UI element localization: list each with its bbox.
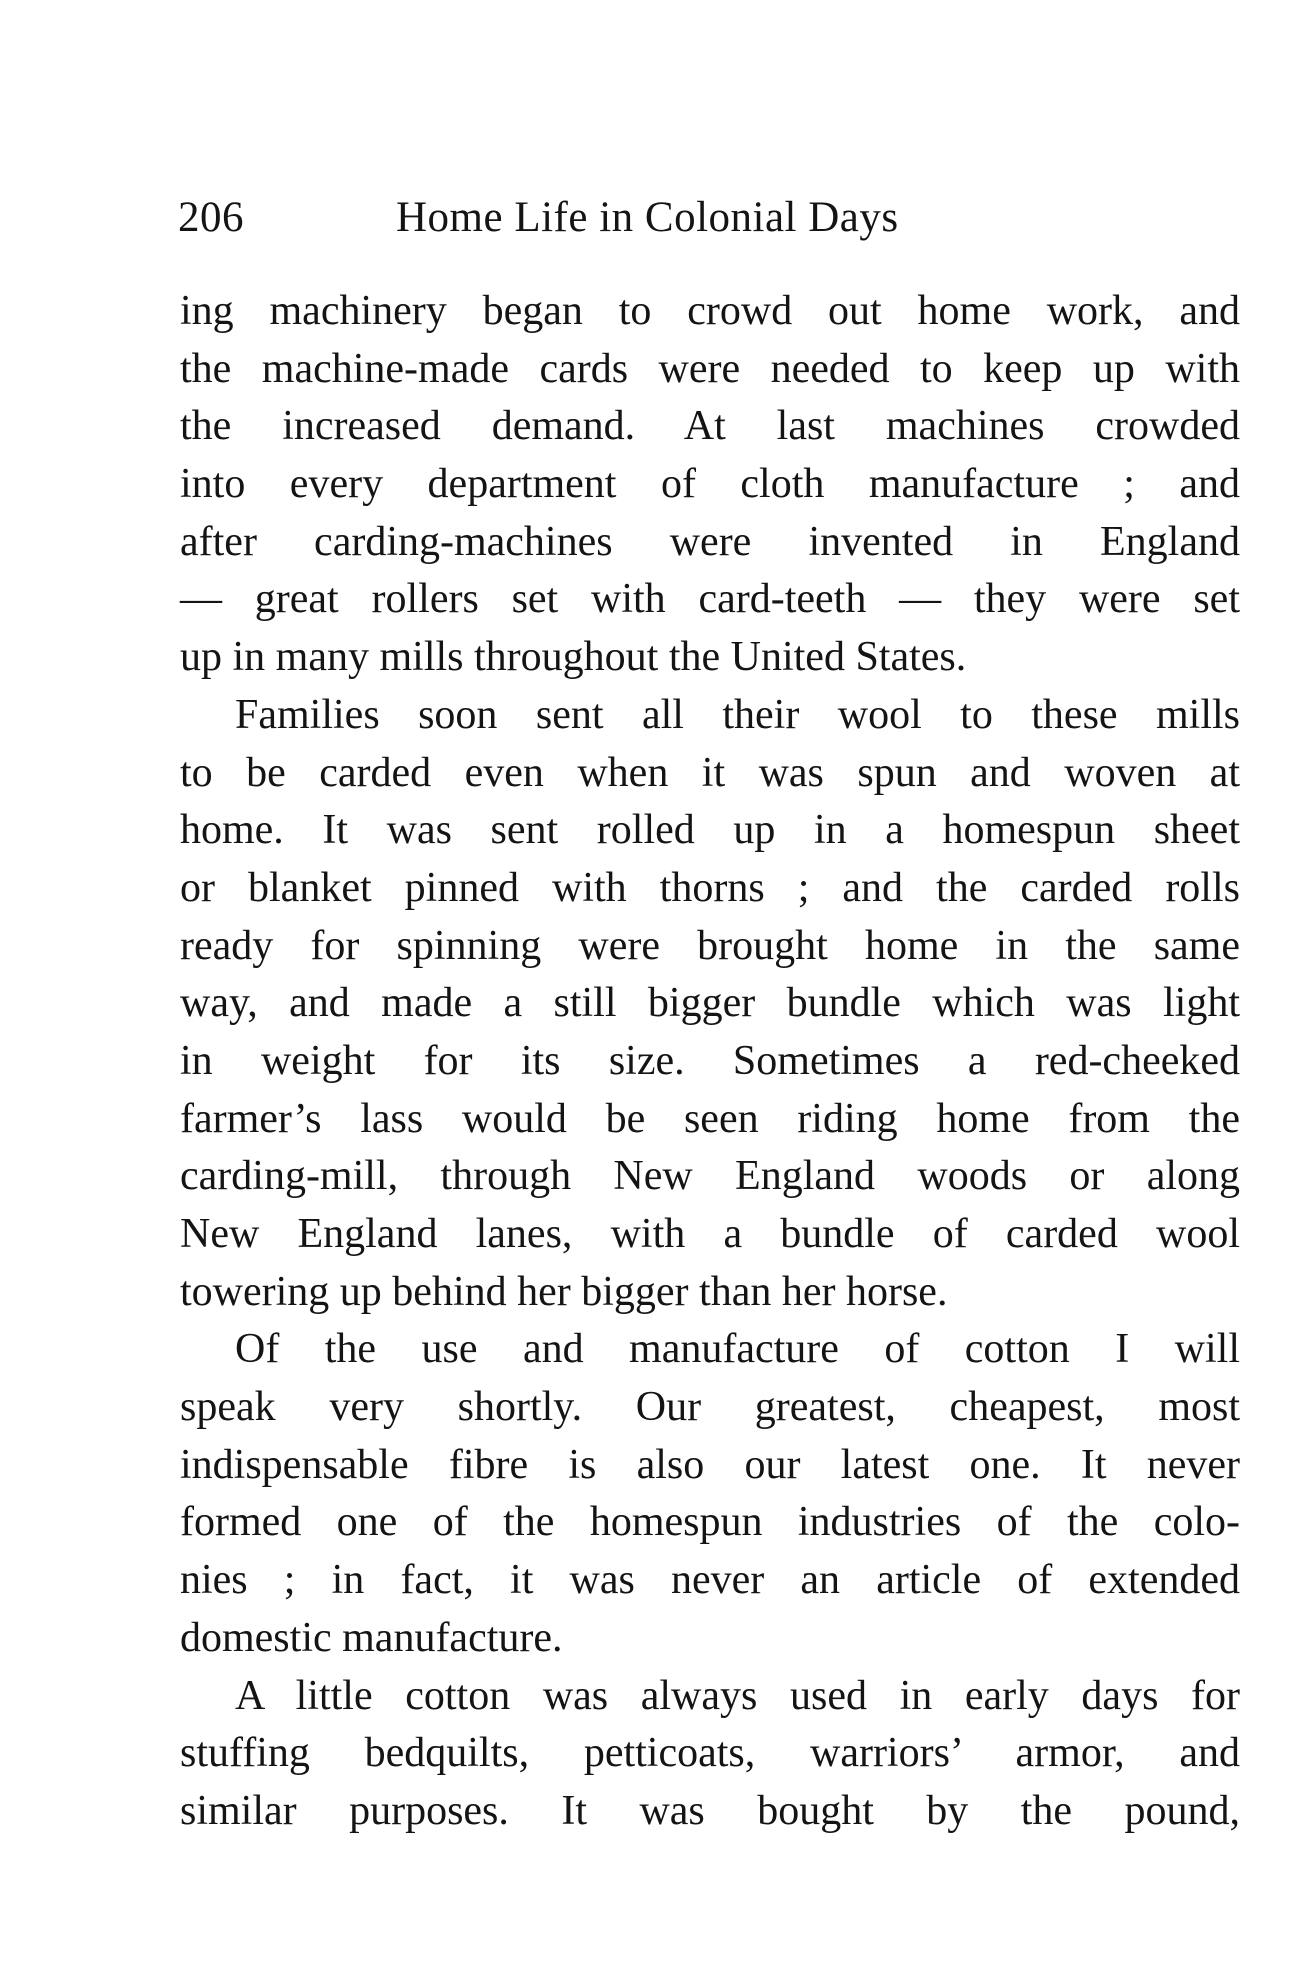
text-line: indispensable fibre is also our latest one. It never bbox=[180, 1441, 1240, 1488]
text-line: — great rollers set with card-teeth — they were set bbox=[180, 576, 1240, 623]
text-line: New England lanes, with a bundle of carded wool bbox=[180, 1211, 1240, 1257]
text-line: in weight for its size. Sometimes a red-cheeked bbox=[180, 1037, 1240, 1084]
text-line: or blanket pinned with thorns ; and the carded rolls bbox=[180, 864, 1240, 911]
text-line: the increased demand. At last machines crowded bbox=[180, 403, 1240, 450]
text-line: ing machinery began to crowd out home work, and bbox=[180, 288, 1240, 334]
text-line: formed one of the homespun industries of the colo- bbox=[180, 1499, 1240, 1546]
text-line: similar purposes. It was bought by the pound, bbox=[180, 1787, 1240, 1834]
text-line: into every department of cloth manufacture ; and bbox=[180, 461, 1240, 508]
text-line: towering up behind her bigger than her horse. bbox=[180, 1268, 948, 1315]
text-line: after carding-machines were invented in England bbox=[180, 518, 1240, 565]
text-line: ready for spinning were brought home in the same bbox=[180, 922, 1240, 969]
text-line: the machine-made cards were needed to keep up with bbox=[180, 345, 1240, 392]
text-line: home. It was sent rolled up in a homespun sheet bbox=[180, 807, 1240, 854]
running-title: Home Life in Colonial Days bbox=[396, 194, 899, 241]
text-line: way, and made a still bigger bundle which was light bbox=[180, 980, 1240, 1027]
body-text bbox=[180, 283, 1250, 1841]
page-number: 206 bbox=[178, 194, 244, 241]
text-line: domestic manufacture. bbox=[180, 1614, 563, 1661]
text-line: carding-mill, through New England woods or along bbox=[180, 1153, 1240, 1200]
text-line: to be carded even when it was spun and woven at bbox=[180, 749, 1240, 796]
text-line: farmer’s lass would be seen riding home from the bbox=[180, 1095, 1240, 1142]
text-line: Families soon sent all their wool to these mills bbox=[235, 691, 1240, 738]
running-head bbox=[178, 188, 1028, 248]
text-line: Of the use and manufacture of cotton I will bbox=[235, 1326, 1240, 1373]
text-line: up in many mills throughout the United States. bbox=[180, 634, 967, 681]
text-line: speak very shortly. Our greatest, cheapest, most bbox=[180, 1384, 1240, 1431]
text-line: stuffing bedquilts, petticoats, warriors’ armor, and bbox=[180, 1730, 1240, 1777]
text-line: A little cotton was always used in early days for bbox=[235, 1672, 1240, 1719]
text-line: nies ; in fact, it was never an article of extended bbox=[180, 1557, 1240, 1604]
